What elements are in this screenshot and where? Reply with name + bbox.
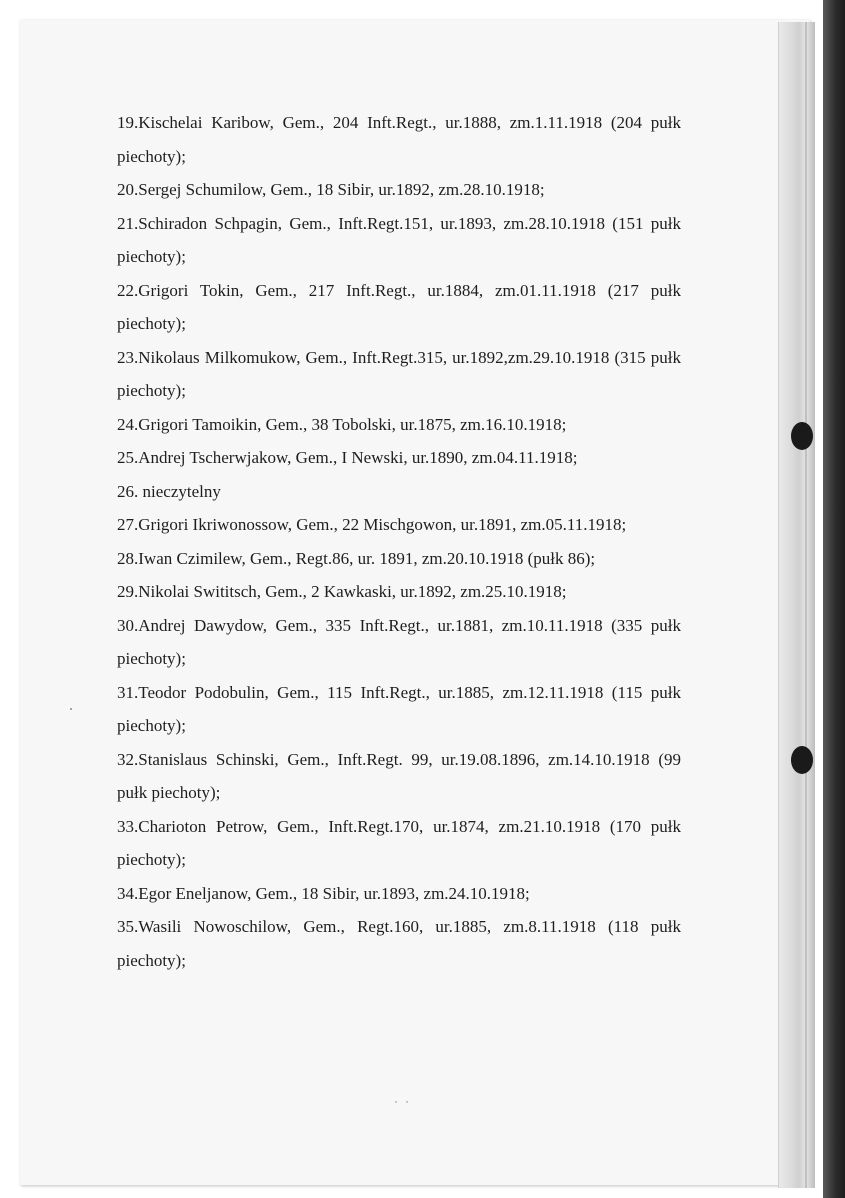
- list-item: 33.Charioton Petrow, Gem., Inft.Regt.170, ur.1874, zm.21.10.1918 (170 pułk piechoty);: [117, 816, 681, 869]
- list-item: 31.Teodor Podobulin, Gem., 115 Inft.Regt., ur.1885, zm.12.11.1918 (115 pułk piechoty);: [117, 682, 681, 735]
- list-item: 23.Nikolaus Milkomukow, Gem., Inft.Regt.315, ur.1892,zm.29.10.1918 (315 pułk piechoty);: [117, 347, 681, 400]
- list-item: 32.Stanislaus Schinski, Gem., Inft.Regt. 99, ur.19.08.1896, zm.14.10.1918 (99 pułk piechoty);: [117, 749, 681, 802]
- punch-hole-icon: [791, 746, 813, 774]
- list-item: 19.Kischelai Karibow, Gem., 204 Inft.Regt., ur.1888, zm.1.11.1918 (204 pułk piechoty);: [117, 113, 681, 166]
- list-item: 22.Grigori Tokin, Gem., 217 Inft.Regt., ur.1884, zm.01.11.1918 (217 pułk piechoty);: [117, 280, 681, 333]
- punch-hole-icon: [791, 422, 813, 450]
- list-item: 30.Andrej Dawydow, Gem., 335 Inft.Regt., ur.1881, zm.10.11.1918 (335 pułk piechoty);: [117, 615, 681, 668]
- list-item: 34.Egor Eneljanow, Gem., 18 Sibir, ur.1893, zm.24.10.1918;: [117, 883, 530, 903]
- list-item: 28.Iwan Czimilew, Gem., Regt.86, ur. 1891, zm.20.10.1918 (pułk 86);: [117, 548, 596, 568]
- document-body: [117, 106, 681, 977]
- list-item: 26. nieczytelny: [117, 481, 221, 501]
- list-item: 29.Nikolai Swititsch, Gem., 2 Kawkaski, ur.1892, zm.25.10.1918;: [117, 582, 567, 601]
- scan-background-right: [823, 0, 845, 1198]
- list-item: 27.Grigori Ikriwonossow, Gem., 22 Mischgowon, ur.1891, zm.05.11.1918;: [117, 515, 627, 534]
- list-item: 25.Andrej Tscherwjakow, Gem., I Newski, ur.1890, zm.04.11.1918;: [117, 448, 578, 467]
- scan-background-top: [0, 0, 845, 14]
- footer-mark: ˙ ˙: [394, 1098, 411, 1112]
- list-item: 24.Grigori Tamoikin, Gem., 38 Tobolski, ur.1875, zm.16.10.1918;: [117, 414, 567, 434]
- list-item: 21.Schiradon Schpagin, Gem., Inft.Regt.151, ur.1893, zm.28.10.1918 (151 pułk piechoty);: [117, 213, 681, 266]
- stacked-page-edge: [778, 22, 815, 1188]
- list-item: 20.Sergej Schumilow, Gem., 18 Sibir, ur.1892, zm.28.10.1918;: [117, 180, 545, 199]
- list-item: 35.Wasili Nowoschilow, Gem., Regt.160, ur.1885, zm.8.11.1918 (118 pułk piechoty);: [117, 917, 681, 970]
- scan-speck: [70, 708, 72, 710]
